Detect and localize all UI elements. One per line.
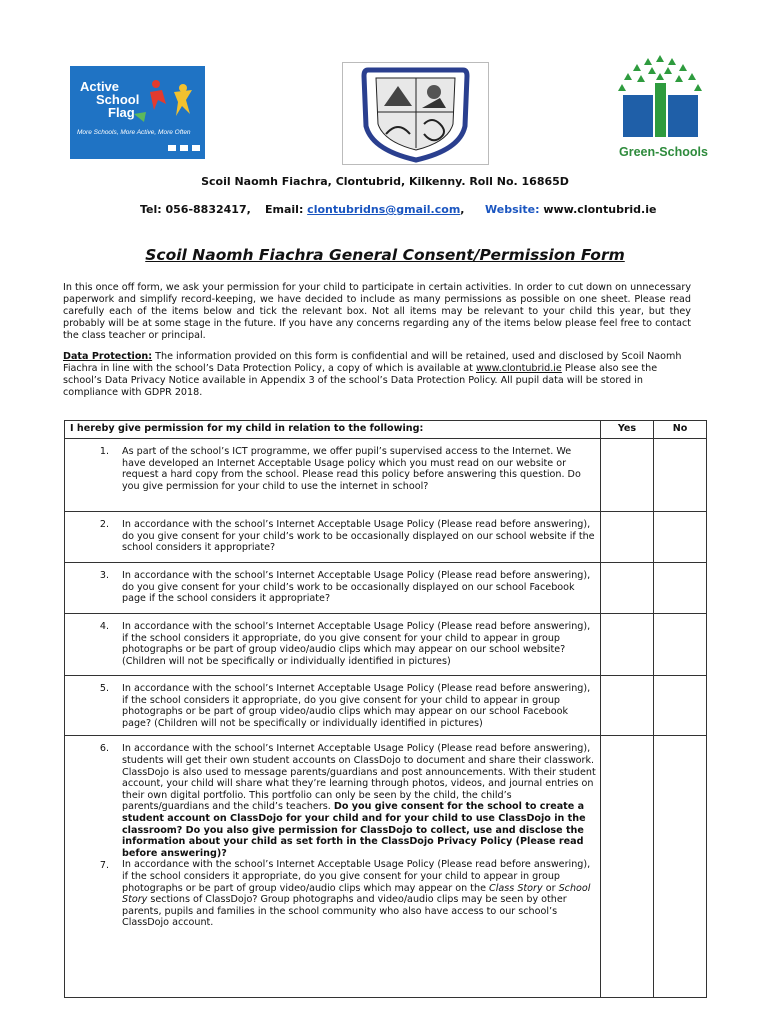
yes-checkbox-cell[interactable] [601,614,654,676]
data-protection-label: Data Protection: [63,351,153,362]
table-row [65,736,707,998]
item-number: 5. [65,676,117,736]
header-no: No [654,421,707,439]
yes-checkbox-cell[interactable] [601,736,654,998]
item-text: In accordance with the school’s Internet Acceptable Usage Policy (Please read before answering), if the school considers it appropriate, do you give consent for your child to appear in group photographs or be part of group video/audio clips which may appear on our school Facebook page? (Children will not be specifically or individually identified in pictures) [116,676,601,736]
logo-text-line-2: School [96,92,140,107]
yes-checkbox-cell[interactable] [601,439,654,512]
active-school-flag-logo [70,66,205,159]
school-crest-icon [342,62,489,165]
yes-checkbox-cell[interactable] [601,563,654,614]
no-checkbox-cell[interactable] [654,736,707,998]
item-7-mid: or [542,882,559,894]
yes-checkbox-cell[interactable] [601,676,654,736]
green-schools-tree-icon [613,53,708,145]
website-link[interactable]: www.clontubrid.ie [543,203,657,216]
table-row [65,563,707,614]
item-6-plain: In accordance with the school’s Internet Acceptable Usage Policy (Please read before answering), students will get their own student accounts on ClassDojo to document and share their classwork. ClassDojo is also used to message parents/guardians and post announcements. With their student account, your child will share what they’re learning through photos, videos, and journal entries on their own digital portfolio. This portfolio can only be seen by the child, the child’s parents/guardians and the child’s teachers. [122,743,596,813]
no-checkbox-cell[interactable] [654,439,707,512]
item-number: 4. [65,614,117,676]
green-schools-logo [613,53,708,165]
telephone: Tel: 056-8832417, [140,203,251,216]
data-protection-text-2: Please also see the school’s Data Privacy Notice available in Appendix 3 of the school’s Data Protection Policy. All pupil data will be stored in compliance with GDPR 2018. [63,363,658,398]
table-header-row [65,421,707,439]
item-6-bold: Do you give consent for the school to create a student account on ClassDojo for your child and for your child to use ClassDojo in the classroom? Do you also give permission for ClassDojo to collect, use and disclose the information about your child as set forth in the ClassDojo Privacy Policy (Please read before answering)? [122,801,586,859]
table-row [65,676,707,736]
logo-tagline: More Schools, More Active, More Often [77,129,191,136]
item-6-number: 6. [99,743,109,755]
form-title: Scoil Naomh Fiachra General Consent/Permission Form [145,246,625,264]
item-text: As part of the school’s ICT programme, we offer pupil’s supervised access to the Internet. We have developed an Internet Acceptable Usage policy which you must read on our website or request a hard copy from the school. Please read this policy before answering this question. Do you give permission for your child to use the internet in school? [116,439,601,512]
no-checkbox-cell[interactable] [654,563,707,614]
data-protection-text-1: The information provided on this form is confidential and will be retained, used and disclosed by Scoil Naomh Fiachra in line with the school’s Data Protection Policy, a copy of which is available at [63,351,682,374]
data-protection-link[interactable]: www.clontubrid.ie [475,363,562,374]
item-7-text-2: sections of ClassDojo? Group photographs and video/audio clips may be seen by other parents, pupils and families in the school community who also have access to our school’s ClassDojo account. [122,894,567,929]
item-text: In accordance with the school’s Internet Acceptable Usage Policy (Please read before answering), if the school considers it appropriate, do you give consent for your child to appear in group photographs or be part of group video/audio clips which may appear on our school website? (Children will not be specifically or individually identified in pictures) [116,614,601,676]
item-number: 1. [65,439,117,512]
data-protection-paragraph [63,351,691,399]
school-address-line: Scoil Naomh Fiachra, Clontubrid, Kilkenny. Roll No. 16865D [201,175,569,188]
item-7-text [122,859,596,929]
no-checkbox-cell[interactable] [654,676,707,736]
item-6-text [122,743,596,859]
permission-table [64,420,707,998]
intro-paragraph: In this once off form, we ask your permission for your child to participate in certain activities. In order to cut down on unnecessary paperwork and simplify record-keeping, we have decided to include as many permissions as possible on one sheet. Please read carefully each of the items below and tick the relevant box. Not all items may be relevant to your child this year, but they probably will be at some stage in the future. If you have any concerns regarding any of the items below please feel free to contact the class teacher or principal. [63,282,691,341]
green-schools-label: Green-Schools [619,145,708,159]
logo-text-line-3: Flag [108,105,135,120]
email-link[interactable]: clontubridns@gmail.com [307,203,461,216]
table-row [65,512,707,563]
logo-text-line-1: Active [80,79,120,94]
item-text: In accordance with the school’s Internet Acceptable Usage Policy (Please read before answering), do you give consent for your child’s work to be occasionally displayed on our school Facebook page if the school considers it appropriate? [116,563,601,614]
header-yes: Yes [601,421,654,439]
item-number [65,736,117,998]
email-suffix: , [460,203,465,216]
item-7-italic-1: Class Story [489,882,543,894]
item-number: 3. [65,563,117,614]
item-7-text-1: In accordance with the school’s Internet Acceptable Usage Policy (Please read before answering), if the school considers it appropriate, do you give consent for your child to appear in group photographs or be part of group video/audio clips which may appear on the [122,859,591,894]
yes-checkbox-cell[interactable] [601,512,654,563]
item-text: In accordance with the school’s Internet Acceptable Usage Policy (Please read before answering), do you give consent for your child’s work to be occasionally displayed on our school website if the school considers it appropriate? [116,512,601,563]
item-text [116,736,601,998]
table-row [65,439,707,512]
table-row [65,614,707,676]
item-number: 2. [65,512,117,563]
website-block [485,203,656,216]
item-7-italic-2: School Story [122,882,591,906]
email-block [265,203,464,216]
email-label: Email: [265,203,308,216]
item-7-number: 7. [99,859,109,871]
no-checkbox-cell[interactable] [654,614,707,676]
website-label: Website: [485,203,544,216]
header-question: I hereby give permission for my child in relation to the following: [65,421,601,439]
no-checkbox-cell[interactable] [654,512,707,563]
